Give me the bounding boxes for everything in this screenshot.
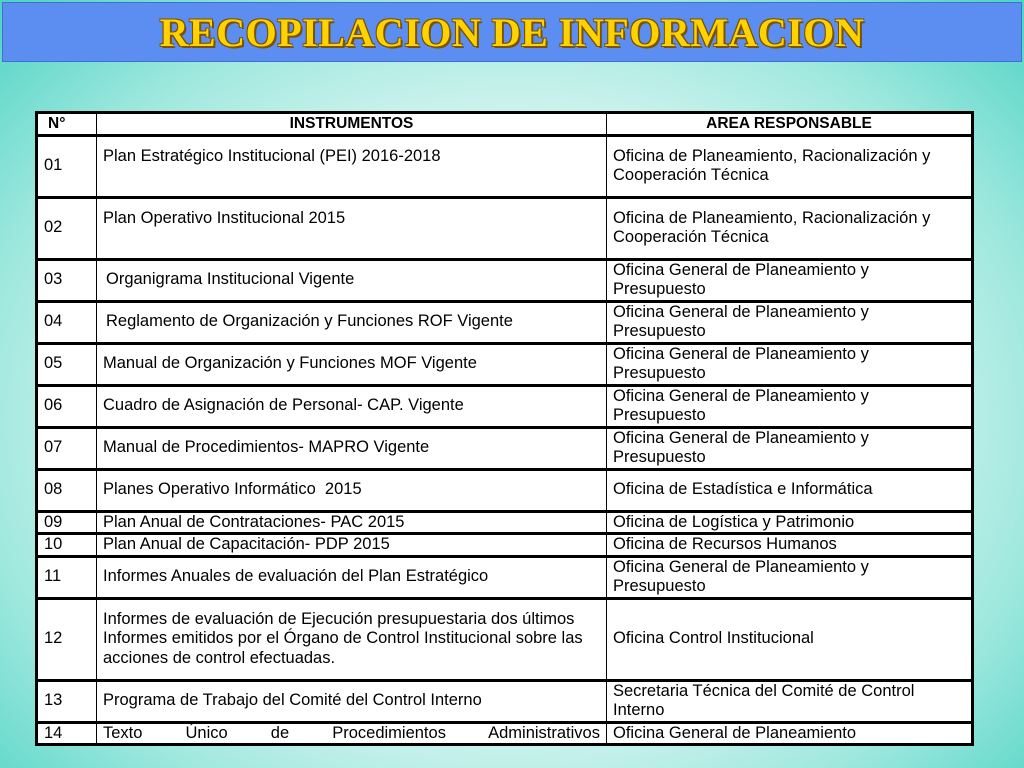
row-number: 11 — [37, 556, 97, 598]
row-number: 12 — [37, 598, 97, 680]
row-area: Oficina General de Planeamiento y Presupuesto — [607, 343, 973, 385]
table-row — [37, 598, 973, 680]
row-number: 13 — [37, 680, 97, 722]
row-area: Oficina de Planeamiento, Racionalización y Cooperación Técnica — [607, 197, 973, 259]
header-number: N° — [37, 113, 97, 136]
row-number: 02 — [37, 197, 97, 259]
row-instrument: Informes de evaluación de Ejecución presupuestaria dos últimos Informes emitidos por el Órgano de Control Institucional sobre las acciones de control efectuadas. — [97, 598, 607, 680]
header-instruments: INSTRUMENTOS — [97, 113, 607, 136]
table-row — [37, 534, 973, 557]
row-area: Oficina General de Planeamiento y Presupuesto — [607, 259, 973, 301]
row-instrument: Plan Operativo Institucional 2015 — [97, 197, 607, 259]
table-header-row — [37, 113, 973, 136]
title-banner — [2, 2, 1022, 62]
row-number: 04 — [37, 301, 97, 343]
row-number: 06 — [37, 385, 97, 427]
row-number: 05 — [37, 343, 97, 385]
table-row — [37, 469, 973, 511]
table-row — [37, 556, 973, 598]
table-row — [37, 259, 973, 301]
row-area: Oficina de Planeamiento, Racionalización y Cooperación Técnica — [607, 135, 973, 197]
row-instrument: Cuadro de Asignación de Personal- CAP. Vigente — [97, 385, 607, 427]
row-instrument: Reglamento de Organización y Funciones ROF Vigente — [97, 301, 607, 343]
row-instrument: Plan Estratégico Institucional (PEI) 2016-2018 — [97, 135, 607, 197]
row-instrument: Plan Anual de Contrataciones- PAC 2015 — [97, 511, 607, 534]
row-number: 08 — [37, 469, 97, 511]
table-row — [37, 301, 973, 343]
row-number: 10 — [37, 534, 97, 557]
row-instrument: Informes Anuales de evaluación del Plan Estratégico — [97, 556, 607, 598]
row-area: Oficina de Estadística e Informática — [607, 469, 973, 511]
row-instrument: Plan Anual de Capacitación- PDP 2015 — [97, 534, 607, 557]
row-instrument: Texto Único de Procedimientos Administrativos — [97, 722, 607, 745]
table-row — [37, 343, 973, 385]
row-number: 07 — [37, 427, 97, 469]
row-instrument: Organigrama Institucional Vigente — [97, 259, 607, 301]
row-instrument: Manual de Procedimientos- MAPRO Vigente — [97, 427, 607, 469]
table-row — [37, 385, 973, 427]
row-instrument: Programa de Trabajo del Comité del Control Interno — [97, 680, 607, 722]
table-row — [37, 722, 973, 745]
row-area: Oficina General de Planeamiento y Presupuesto — [607, 301, 973, 343]
table-row — [37, 427, 973, 469]
row-number: 09 — [37, 511, 97, 534]
row-number: 14 — [37, 722, 97, 745]
row-number: 03 — [37, 259, 97, 301]
row-area: Oficina General de Planeamiento y Presupuesto — [607, 385, 973, 427]
row-area: Oficina Control Institucional — [607, 598, 973, 680]
row-area: Oficina General de Planeamiento y Presupuesto — [607, 556, 973, 598]
information-table — [35, 111, 974, 746]
row-number: 01 — [37, 135, 97, 197]
table-row — [37, 511, 973, 534]
page-title: RECOPILACION DE INFORMACION — [159, 9, 865, 55]
row-area: Oficina de Recursos Humanos — [607, 534, 973, 557]
table-row — [37, 197, 973, 259]
row-area: Secretaria Técnica del Comité de Control Interno — [607, 680, 973, 722]
row-area: Oficina General de Planeamiento y Presupuesto — [607, 427, 973, 469]
row-area: Oficina General de Planeamiento — [607, 722, 973, 745]
row-area: Oficina de Logística y Patrimonio — [607, 511, 973, 534]
table-row — [37, 135, 973, 197]
header-area: AREA RESPONSABLE — [607, 113, 973, 136]
row-instrument: Planes Operativo Informático 2015 — [97, 469, 607, 511]
row-instrument: Manual de Organización y Funciones MOF Vigente — [97, 343, 607, 385]
table-row — [37, 680, 973, 722]
